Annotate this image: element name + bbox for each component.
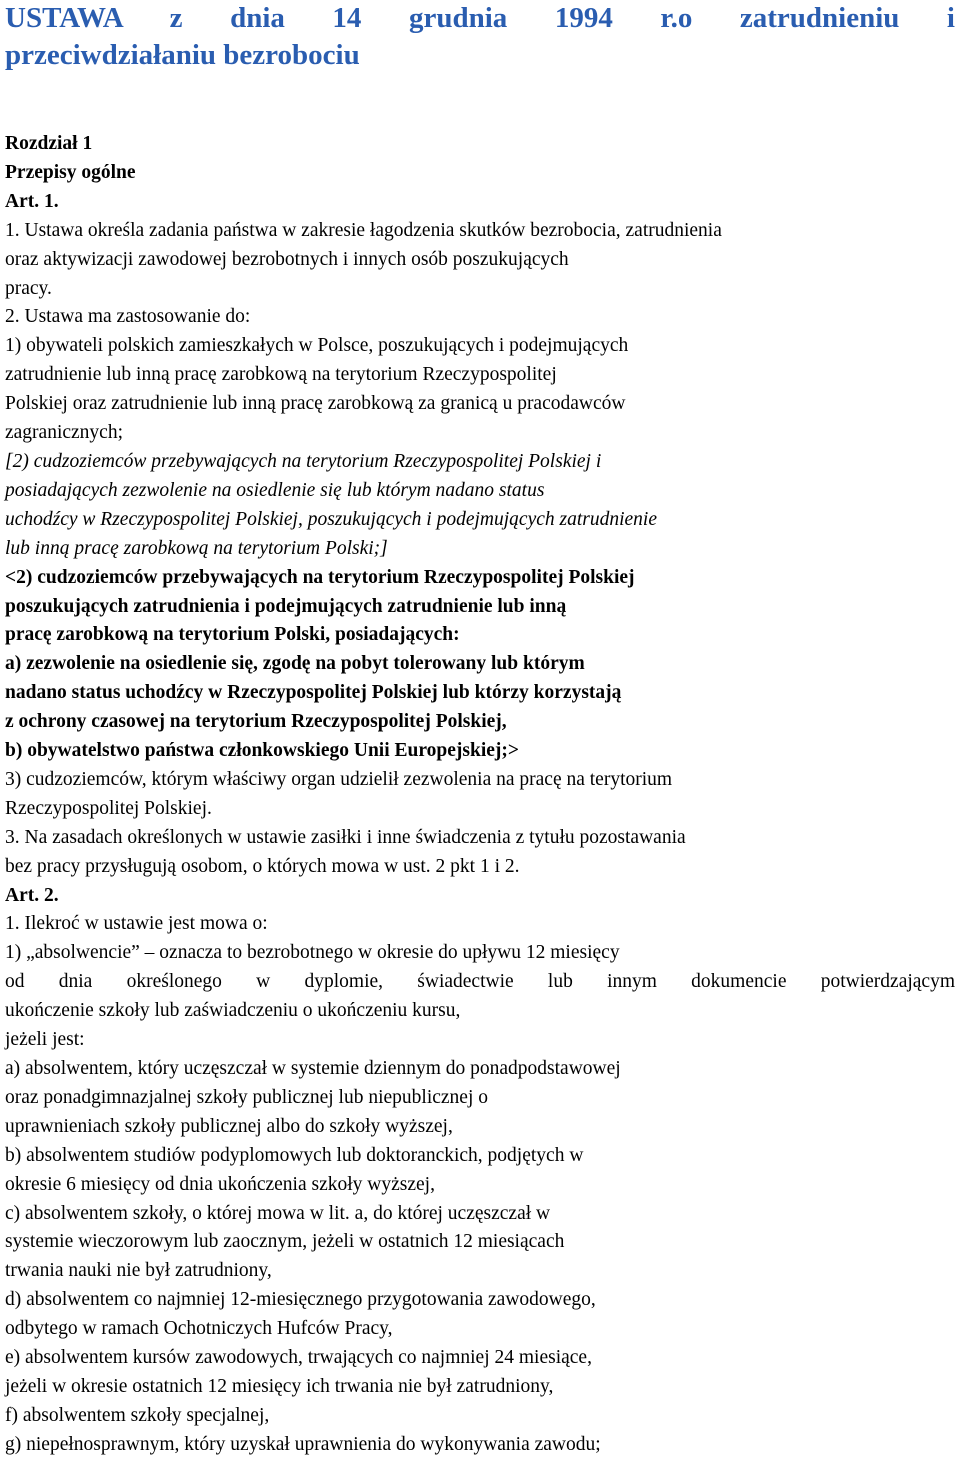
body-line: bez pracy przysługują osobom, o których mowa w ust. 2 pkt 1 i 2. — [5, 855, 520, 877]
body-line: 1) „absolwencie” – oznacza to bezrobotnego w okresie do upływu 12 miesięcy — [5, 942, 620, 964]
body-line: b) absolwentem studiów podyplomowych lub doktoranckich, podjętych w — [5, 1144, 584, 1166]
body-line: a) zezwolenie na osiedlenie się, zgodę na pobyt tolerowany lub którym — [5, 653, 585, 675]
body-line: 1. Ustawa określa zadania państwa w zakresie łagodzenia skutków bezrobocia, zatrudnienia — [5, 219, 722, 241]
document-page — [5, 0, 955, 74]
body-line: 2. Ustawa ma zastosowanie do: — [5, 306, 251, 328]
body-line: oraz aktywizacji zawodowej bezrobotnych i innych osób poszukujących — [5, 248, 569, 270]
body-line: Art. 2. — [5, 884, 59, 906]
body-line: oraz ponadgimnazjalnej szkoły publicznej lub niepublicznej o — [5, 1086, 489, 1108]
body-line: [2) cudzoziemców przebywających na terytorium Rzeczypospolitej Polskiej i — [5, 450, 602, 472]
body-line: uprawnieniach szkoły publicznej albo do szkoły wyższej, — [5, 1115, 453, 1137]
document-title-line-1: USTAWA z dnia 14 grudnia 1994 r.o zatrudnieniu i — [5, 2, 955, 34]
body-line: Rozdział 1 — [5, 133, 93, 154]
body-line: g) niepełnosprawnym, który uzyskał uprawnienia do wykonywania zawodu; — [5, 1433, 601, 1455]
body-line: z ochrony czasowej na terytorium Rzeczypospolitej Polskiej, — [5, 711, 507, 733]
body-line: od dnia określonego w dyplomie, świadectwie lub innym dokumencie potwierdzającym — [5, 971, 955, 993]
body-line: uchodźcy w Rzeczypospolitej Polskiej, poszukujących i podejmujących zatrudnienie — [5, 508, 658, 530]
body-line: e) absolwentem kursów zawodowych, trwających co najmniej 24 miesiące, — [5, 1347, 592, 1369]
body-line: jeżeli w okresie ostatnich 12 miesięcy ich trwania nie był zatrudniony, — [5, 1375, 554, 1397]
body-line: a) absolwentem, który uczęszczał w systemie dziennym do ponadpodstawowej — [5, 1058, 621, 1079]
body-line: systemie wieczorowym lub zaocznym, jeżeli w ostatnich 12 miesiącach — [5, 1231, 565, 1253]
body-line: c) absolwentem szkoły, o której mowa w lit. a, do której uczęszczał w — [5, 1202, 551, 1224]
body-line: 3) cudzoziemców, którym właściwy organ udzielił zezwolenia na pracę na terytorium — [5, 768, 673, 790]
body-line: b) obywatelstwo państwa członkowskiego Unii Europejskiej;> — [5, 740, 519, 762]
body-line: pracę zarobkową na terytorium Polski, posiadających: — [5, 624, 460, 646]
body-line: Przepisy ogólne — [5, 161, 136, 183]
body-line: 1) obywateli polskich zamieszkałych w Polsce, poszukujących i podejmujących — [5, 335, 629, 357]
body-line: okresie 6 miesięcy od dnia ukończenia szkoły wyższej, — [5, 1173, 435, 1195]
body-line: f) absolwentem szkoły specjalnej, — [5, 1404, 270, 1426]
body-line: 1. Ilekroć w ustawie jest mowa o: — [5, 913, 268, 935]
body-line: jeżeli jest: — [5, 1029, 85, 1051]
document-body — [5, 130, 955, 1460]
body-line: zatrudnienie lub inną pracę zarobkową na terytorium Rzeczypospolitej — [5, 364, 557, 386]
body-line: ukończenie szkoły lub zaświadczeniu o ukończeniu kursu, — [5, 1000, 461, 1022]
body-line: Rzeczypospolitej Polskiej. — [5, 797, 212, 819]
body-line: pracy. — [5, 277, 52, 299]
body-line: posiadających zezwolenie na osiedlenie się lub którym nadano status — [5, 479, 545, 501]
body-line: d) absolwentem co najmniej 12-miesięcznego przygotowania zawodowego, — [5, 1289, 596, 1311]
body-line: 3. Na zasadach określonych w ustawie zasiłki i inne świadczenia z tytułu pozostawania — [5, 826, 686, 848]
body-line: <2) cudzoziemców przebywających na terytorium Rzeczypospolitej Polskiej — [5, 566, 635, 588]
body-line: zagranicznych; — [5, 422, 124, 444]
body-line: Art. 1. — [5, 190, 59, 212]
document-title-line-2: przeciwdziałaniu bezrobociu — [5, 39, 360, 71]
body-line: Polskiej oraz zatrudnienie lub inną pracę zarobkową za granicą u pracodawców — [5, 393, 626, 415]
body-line: lub inną pracę zarobkową na terytorium Polski;] — [5, 537, 388, 559]
document-title — [5, 0, 955, 74]
body-line: odbytego w ramach Ochotniczych Hufców Pracy, — [5, 1318, 393, 1340]
body-line: nadano status uchodźcy w Rzeczypospolitej Polskiej lub którzy korzystają — [5, 682, 622, 704]
body-line: poszukujących zatrudnienia i podejmujących zatrudnienie lub inną — [5, 595, 567, 617]
body-line: trwania nauki nie był zatrudniony, — [5, 1260, 272, 1282]
